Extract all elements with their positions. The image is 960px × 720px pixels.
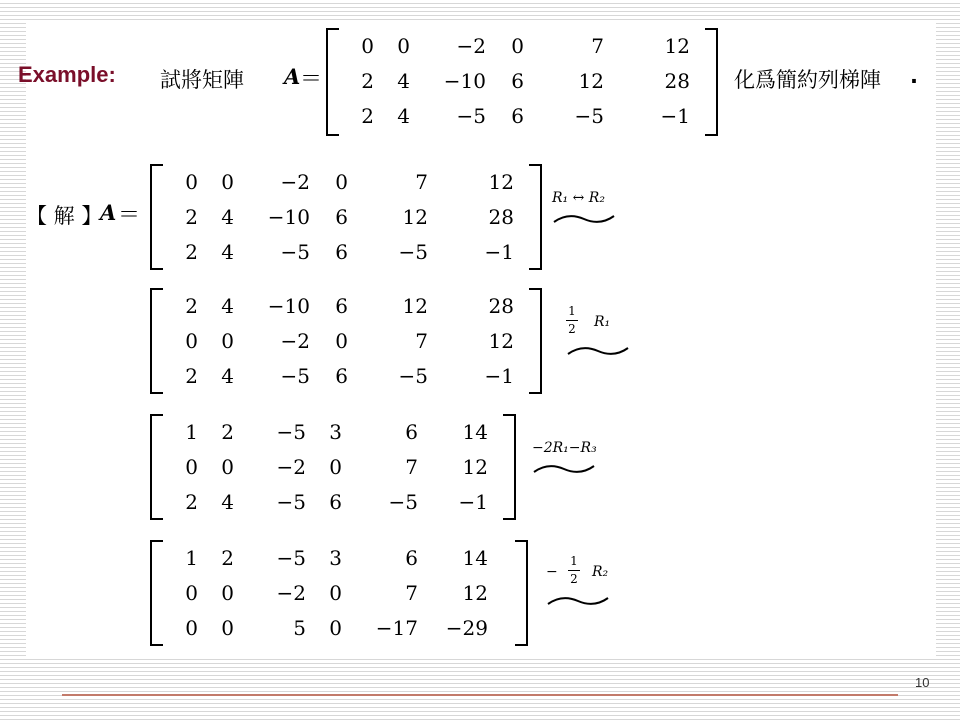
matrix-cell: 0: [185, 581, 198, 605]
matrix-cell: 0: [221, 616, 234, 640]
matrix-cell: 4: [397, 104, 410, 128]
tilde-arrow-icon: [532, 462, 596, 476]
matrix-cell: 6: [405, 546, 418, 570]
matrix-cell: 6: [405, 420, 418, 444]
matrix-cell: 2: [185, 490, 198, 514]
matrix-cell: 0: [221, 170, 234, 194]
row-op-2-label: R₁: [594, 314, 611, 330]
matrix-cell: −5: [388, 490, 418, 514]
matrix-cell: 7: [405, 455, 418, 479]
matrix-cell: 12: [402, 294, 428, 318]
matrix-cell: 3: [329, 420, 342, 444]
row-op-4-sign: −: [546, 564, 558, 580]
solution-label: 【 解 】: [26, 204, 103, 228]
matrix-cell: 6: [329, 490, 342, 514]
matrix-cell: −1: [484, 240, 514, 264]
matrix-cell: 6: [511, 104, 524, 128]
matrix-cell: 14: [462, 546, 488, 570]
row-op-4-label: R₂: [592, 564, 609, 580]
matrix-cell: 28: [488, 205, 514, 229]
matrix-cell: 0: [329, 455, 342, 479]
matrix-cell: −2: [276, 455, 306, 479]
matrix-cell: 2: [185, 294, 198, 318]
matrix-cell: −2: [280, 329, 310, 353]
matrix-cell: 0: [329, 581, 342, 605]
matrix-cell: 0: [221, 455, 234, 479]
matrix-cell: −10: [443, 69, 486, 93]
matrix-cell: 0: [221, 581, 234, 605]
matrix-cell: 2: [221, 420, 234, 444]
equals-sign: ＝: [300, 67, 323, 92]
matrix-cell: 28: [488, 294, 514, 318]
matrix-cell: 7: [415, 329, 428, 353]
page-number: 10: [915, 675, 930, 690]
row-op-4-denominator: 2: [570, 572, 578, 586]
solution-matrix-name: A: [100, 200, 117, 225]
row-op-3: [532, 440, 632, 490]
matrix-cell: 0: [397, 34, 410, 58]
step-matrix-4: [150, 540, 528, 646]
matrix-cell: −5: [276, 420, 306, 444]
row-op-2-denominator: 2: [568, 322, 576, 336]
matrix-cell: 7: [591, 34, 604, 58]
matrix-cell: 3: [329, 546, 342, 570]
matrix-cell: 12: [664, 34, 690, 58]
matrix-cell: 14: [462, 420, 488, 444]
row-op-1: [552, 190, 632, 240]
matrix-cell: −17: [375, 616, 418, 640]
matrix-cell: 0: [335, 170, 348, 194]
matrix-cell: −29: [445, 616, 488, 640]
matrix-cell: −5: [280, 364, 310, 388]
matrix-cell: −1: [484, 364, 514, 388]
matrix-cell: −5: [276, 490, 306, 514]
matrix-cell: 2: [361, 104, 374, 128]
matrix-cell: 0: [185, 329, 198, 353]
solution-equals-sign: ＝: [118, 203, 141, 228]
step-matrix-2: [150, 288, 542, 394]
row-op-4-numerator: 1: [570, 554, 578, 568]
matrix-cell: 6: [511, 69, 524, 93]
matrix-cell: 5: [293, 616, 306, 640]
row-op-1-label: R₁ ↔ R₂: [552, 190, 605, 206]
prompt-period: .: [910, 64, 918, 88]
matrix-cell: −5: [280, 240, 310, 264]
matrix-cell: −5: [456, 104, 486, 128]
matrix-cell: 6: [335, 294, 348, 318]
matrix-cell: 12: [462, 455, 488, 479]
matrix-cell: 0: [329, 616, 342, 640]
matrix-cell: −10: [267, 205, 310, 229]
matrix-cell: 4: [221, 205, 234, 229]
matrix-cell: 4: [221, 364, 234, 388]
row-op-2-numerator: 1: [568, 304, 576, 318]
right-bracket: [515, 540, 528, 646]
matrix-cell: −1: [458, 490, 488, 514]
matrix-name: A: [284, 64, 301, 89]
matrix-cell: 0: [185, 616, 198, 640]
row-op-2: [566, 304, 636, 364]
matrix-cell: 1: [185, 546, 198, 570]
matrix-cell: 6: [335, 205, 348, 229]
right-bracket: [529, 288, 542, 394]
matrix-cell: −10: [267, 294, 310, 318]
matrix-cell: 7: [415, 170, 428, 194]
tilde-arrow-icon: [566, 344, 630, 358]
matrix-cell: −2: [276, 581, 306, 605]
matrix-cell: 6: [335, 240, 348, 264]
matrix-cell: −5: [398, 240, 428, 264]
matrix-cell: 0: [511, 34, 524, 58]
tilde-arrow-icon: [546, 594, 610, 608]
right-bracket: [529, 164, 542, 270]
matrix-cell: −5: [398, 364, 428, 388]
matrix-cell: 0: [361, 34, 374, 58]
matrix-cell: 4: [221, 240, 234, 264]
matrix-cell: 0: [221, 329, 234, 353]
matrix-cell: 4: [221, 490, 234, 514]
matrix-cell: 2: [221, 546, 234, 570]
matrix-cell: −2: [280, 170, 310, 194]
matrix-cell: 12: [578, 69, 604, 93]
matrix-cell: 12: [488, 170, 514, 194]
matrix-cell: 2: [185, 240, 198, 264]
tilde-arrow-icon: [552, 212, 616, 226]
matrix-cell: −5: [276, 546, 306, 570]
fraction-bar: [566, 320, 578, 321]
step-matrix-3: [150, 414, 516, 520]
right-bracket: [503, 414, 516, 520]
matrix-cell: 12: [402, 205, 428, 229]
matrix-cell: 4: [397, 69, 410, 93]
matrix-cell: 2: [361, 69, 374, 93]
matrix-cell: −5: [574, 104, 604, 128]
row-op-4: [546, 554, 636, 614]
matrix-cell: 0: [185, 170, 198, 194]
matrix-cell: 2: [185, 364, 198, 388]
example-label: Example:: [18, 62, 116, 87]
matrix-cell: 0: [335, 329, 348, 353]
matrix-cell: 28: [664, 69, 690, 93]
matrix-cell: 12: [488, 329, 514, 353]
right-bracket: [705, 28, 718, 136]
matrix-cell: 12: [462, 581, 488, 605]
matrix-cell: 7: [405, 581, 418, 605]
prompt-prefix: 試將矩陣: [160, 68, 244, 92]
matrix-cell: 6: [335, 364, 348, 388]
matrix-cell: −1: [660, 104, 690, 128]
row-op-3-label: −2R₁−R₃: [532, 440, 597, 456]
problem-matrix: [326, 28, 718, 136]
footer-divider: [62, 694, 898, 696]
fraction-bar: [568, 570, 580, 571]
step-matrix-1: [150, 164, 542, 270]
matrix-cell: 1: [185, 420, 198, 444]
matrix-cell: 2: [185, 205, 198, 229]
matrix-cell: −2: [456, 34, 486, 58]
prompt-suffix: 化爲簡約列梯陣: [734, 68, 881, 92]
matrix-cell: 4: [221, 294, 234, 318]
matrix-cell: 0: [185, 455, 198, 479]
